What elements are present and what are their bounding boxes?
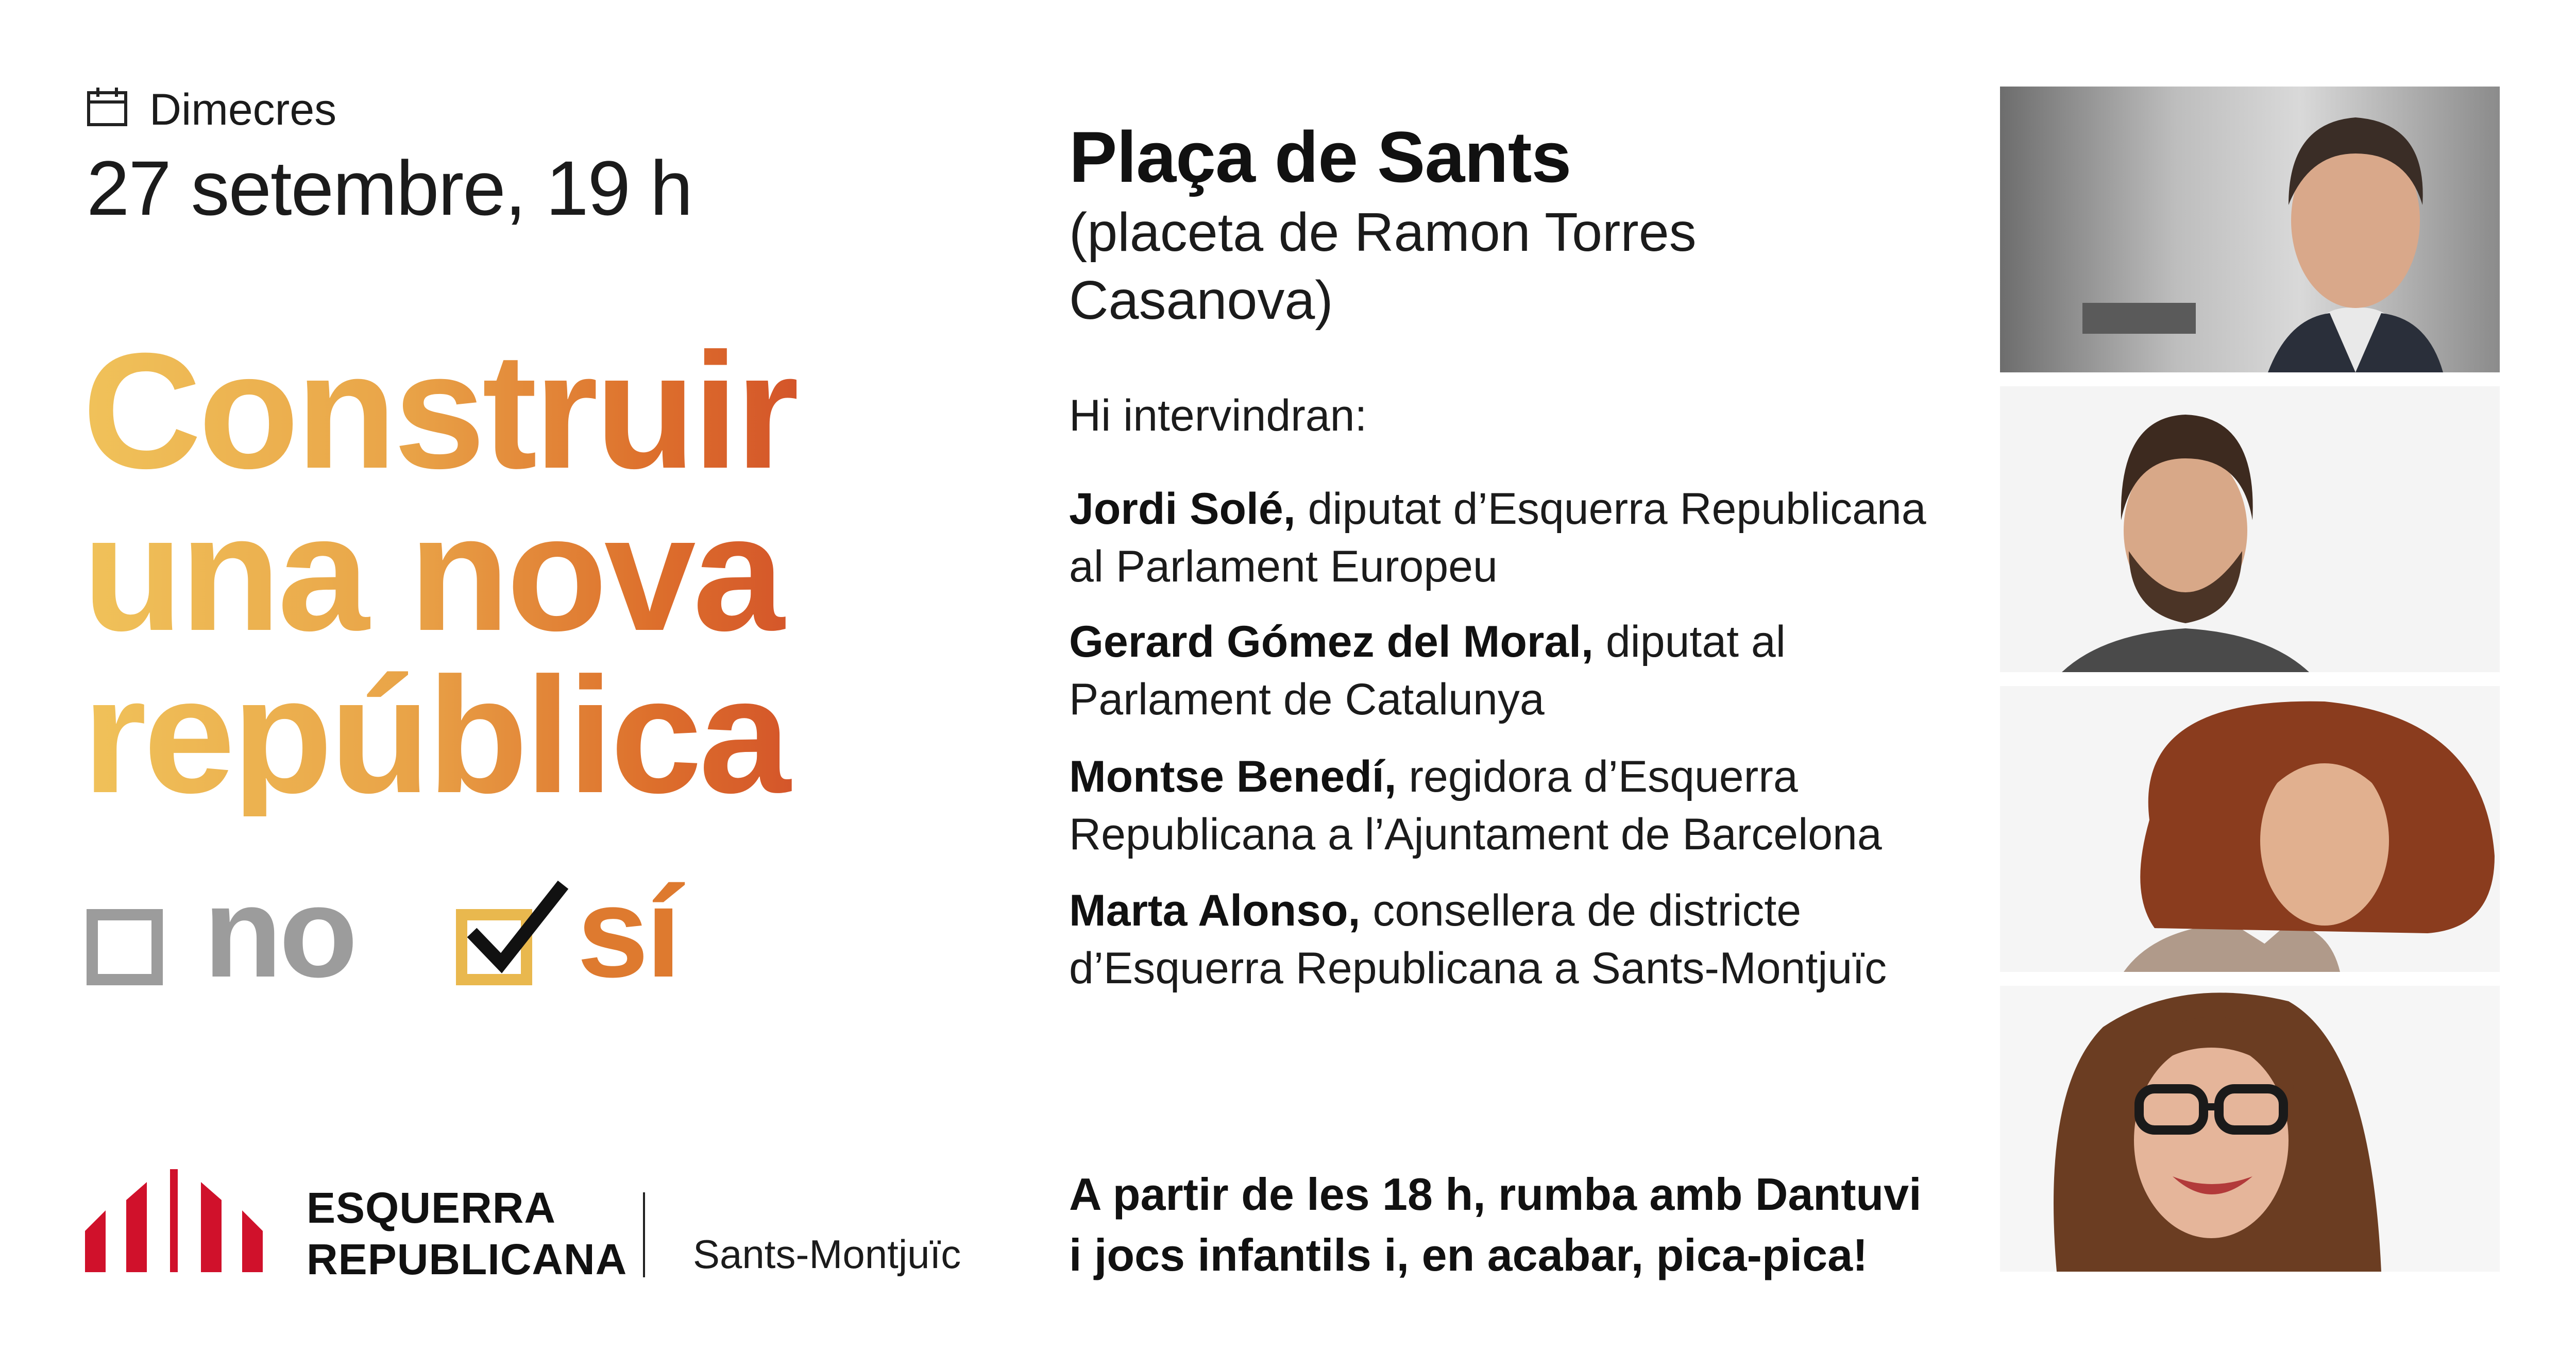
organization-name-line-1: ESQUERRA: [307, 1184, 556, 1232]
speaker-name: Montse Benedí,: [1069, 752, 1397, 801]
speaker-name: Marta Alonso,: [1069, 886, 1361, 935]
speaker-item: [1069, 613, 1945, 728]
speaker-role: diputat d’Esquerra Republicana al Parlament Europeu: [1069, 484, 1926, 591]
speaker-photo: [2000, 986, 2500, 1272]
speaker-photo: [2000, 386, 2500, 672]
speaker-name: Jordi Solé,: [1069, 484, 1296, 534]
speaker-photo: [2000, 87, 2500, 372]
organization-name: [307, 1182, 627, 1285]
headline-line-1: Construir: [82, 318, 796, 503]
checkmark-icon: [456, 876, 574, 984]
portrait-illustration: [2000, 986, 2500, 1272]
calendar-icon: [87, 87, 128, 128]
portrait-illustration: [2000, 686, 2500, 972]
headline-line-3: república: [82, 643, 788, 827]
headline-line-2: una nova: [82, 481, 782, 665]
event-datetime: 27 setembre, 19 h: [87, 145, 692, 231]
speakers-intro: Hi intervindran:: [1069, 391, 1367, 440]
speaker-role: regidora d’Esquerra Republicana a l’Ajuntament de Barcelona: [1069, 752, 1882, 859]
no-checkbox: [87, 909, 163, 985]
speaker-item: [1069, 882, 1945, 997]
si-label: sí: [577, 860, 679, 1004]
speaker-item: [1069, 480, 1945, 595]
venue-detail: (placeta de Ramon Torres Casanova): [1069, 202, 1697, 331]
no-label: no: [204, 860, 355, 1004]
headline: [82, 318, 796, 827]
portrait-illustration: [2000, 386, 2500, 672]
speaker-role: consellera de districte d’Esquerra Republicana a Sants-Montjuïc: [1069, 886, 1887, 993]
event-day: Dimecres: [149, 85, 337, 134]
portrait-illustration: [2000, 87, 2500, 372]
organization-district: Sants-Montjuïc: [693, 1231, 961, 1277]
venue-name: Plaça de Sants: [1069, 116, 1571, 197]
organization-name-line-2: REPUBLICANA: [307, 1235, 628, 1283]
speaker-item: [1069, 748, 1945, 863]
logo-divider: [643, 1192, 645, 1277]
footer-note: A partir de les 18 h, rumba amb Dantuvi i jocs infantils i, en acabar, pica-pica!: [1069, 1169, 1922, 1280]
speaker-role: diputat al Parlament de Catalunya: [1069, 617, 1786, 724]
speaker-name: Gerard Gómez del Moral,: [1069, 617, 1594, 666]
speaker-photo: [2000, 686, 2500, 972]
esquerra-republicana-logo: [85, 1169, 263, 1272]
